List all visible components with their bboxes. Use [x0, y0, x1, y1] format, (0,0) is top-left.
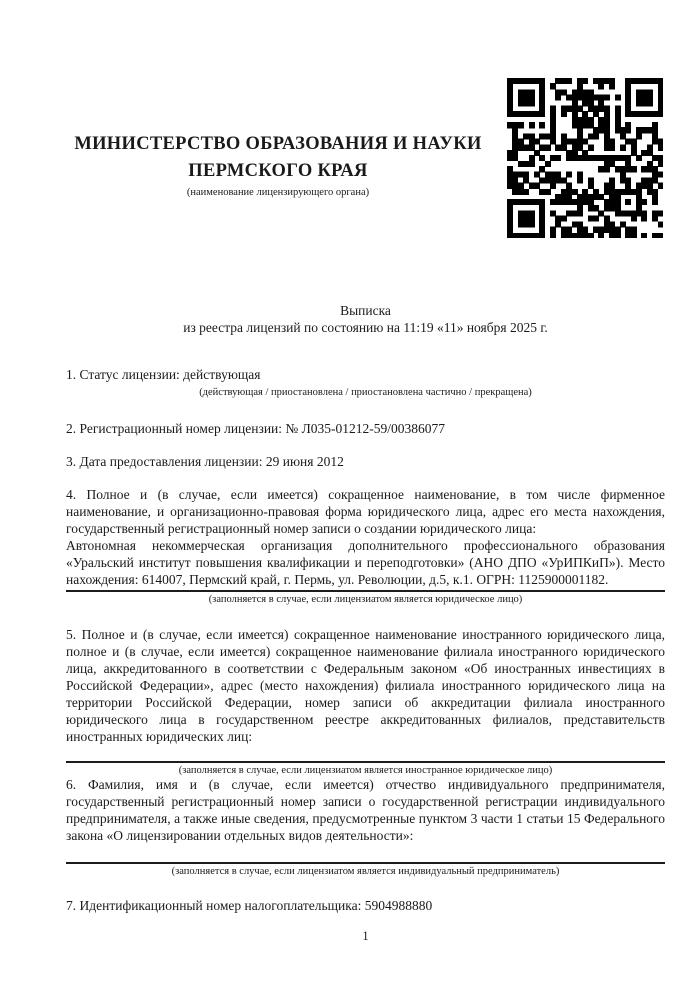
legal-entity-statement: 4. Полное и (в случае, если имеется) сокращенное наименование, в том числе фирменное наименование, и организационно-правовая форма юридического лица, адрес его места нахождения, государственный регистрационный номер записи о создании юридического лица: — [66, 487, 665, 536]
ministry-name-line2: ПЕРМСКОГО КРАЯ — [188, 161, 368, 181]
fill-in-line — [66, 761, 665, 763]
qr-code-image — [507, 78, 663, 238]
legal-entity-value: Автономная некоммерческая организация дополнительного профессионального образования «Уральский институт повышения квалификации и переподготовки» (АНО ДПО «УрИПКиП»). Место нахождения: 614007, Пермский край, г. Пермь, ул. Революции, д.5, к.1. ОГРН: 1125900001182. — [66, 538, 665, 587]
license-status: 1. Статус лицензии: действующая — [66, 367, 261, 382]
registration-number: 2. Регистрационный номер лицензии: № Л035-01212-59/00386077 — [66, 421, 446, 436]
legal-entity-section — [66, 486, 665, 606]
ministry-header — [66, 131, 490, 199]
status-options-caption: (действующая / приостановлена / приостановлена частично / прекращена) — [199, 387, 532, 398]
ministry-caption: (наименование лицензирующего органа) — [186, 187, 370, 198]
foreign-entity-section — [66, 626, 665, 777]
qr-code — [507, 78, 663, 238]
page-number: 1 — [362, 929, 369, 943]
document-title — [66, 302, 665, 336]
grant-date: 3. Дата предоставления лицензии: 29 июня 2012 — [66, 454, 344, 469]
entrepreneur-section — [66, 776, 665, 878]
title-line2: из реестра лицензий по состоянию на 11:19 «11» ноября 2025 г. — [183, 320, 548, 335]
foreign-entity-fill-caption: (заполняется в случае, если лицензиатом является иностранное юридическое лицо) — [178, 765, 553, 776]
entrepreneur-fill-caption: (заполняется в случае, если лицензиатом является индивидуальный предприниматель) — [171, 866, 560, 877]
fill-in-line — [66, 862, 665, 864]
title-line1: Выписка — [340, 303, 391, 318]
taxpayer-id: 7. Идентификационный номер налогоплательщика: 5904988880 — [66, 898, 433, 913]
foreign-entity-statement: 5. Полное и (в случае, если имеется) сокращенное наименование иностранного юридического лица, полное и (в случае, если имеется) сокращенное наименование филиала иностранного юридического лица, аккредитованного в соответствии с Федеральным законом «Об иностранных инвестициях в Российской Федерации», адрес (место нахождения) филиала иностранного юридического лица на территории Российской Федерации, номер записи об аккредитации филиала иностранного юридического лица в государственном реестре аккредитованных филиалов, представительств иностранных юридических лиц: — [66, 627, 665, 744]
fill-in-line — [66, 590, 665, 592]
entrepreneur-statement: 6. Фамилия, имя и (в случае, если имеется) отчество индивидуального предпринимателя, государственный регистрационный номер записи о государственной регистрации индивидуального предпринимателя, а также иные сведения, предусмотренные пунктом 3 части 1 статьи 15 Федерального закона «О лицензировании отдельных видов деятельности»: — [66, 777, 665, 843]
ministry-name-line1: МИНИСТЕРСТВО ОБРАЗОВАНИЯ И НАУКИ — [74, 134, 482, 154]
legal-entity-fill-caption: (заполняется в случае, если лицензиатом является юридическое лицо) — [208, 594, 523, 605]
